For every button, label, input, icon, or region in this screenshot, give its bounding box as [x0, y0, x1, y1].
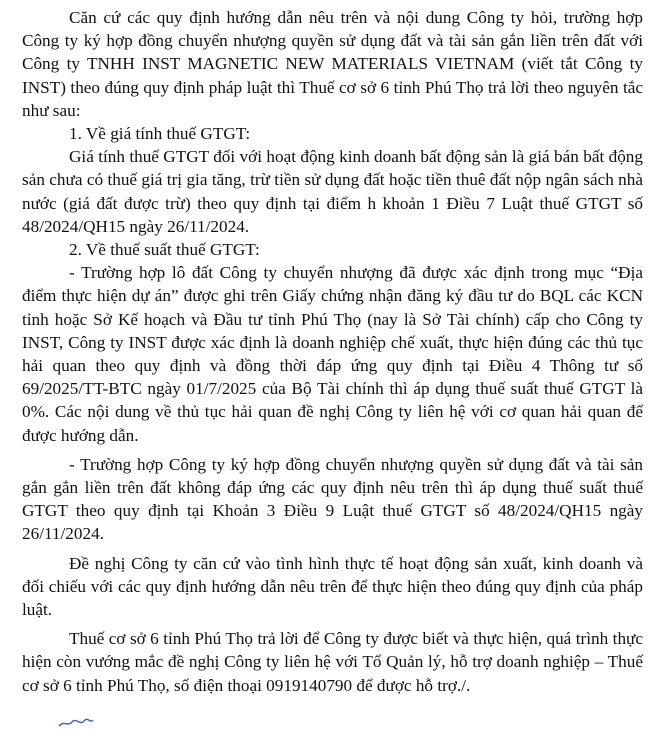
handwritten-mark-icon	[58, 718, 94, 728]
paragraph-vat-rate-zero: - Trường hợp lô đất Công ty chuyển nhượng đã được xác định trong mục “Địa điểm thực hiện dự án” được ghi trên Giấy chứng nhận đăng ký đầu tư do BQL các KCN tỉnh hoặc Sở Kế hoạch và Đầu tư tỉnh Phú Thọ (nay là Sở Tài chính) cấp cho Công ty INST, Công ty INST được xác định là doanh nghiệp chế xuất, thực hiện đúng các thủ tục hải quan theo quy định và đồng thời đáp ứng quy định tại Điều 4 Thông tư số 69/2025/TT-BTC ngày 01/7/2025 của Bộ Tài chính thì áp dụng thuế suất thuế GTGT là 0%. Các nội dung về thủ tục hải quan đề nghị Công ty liên hệ với cơ quan hải quan để được hướng dẫn.	[22, 263, 643, 445]
paragraph-recommendation: Đề nghị Công ty căn cứ vào tình hình thực tế hoạt động sản xuất, kinh doanh và đối chiếu với các quy định hướng dẫn nêu trên để thực hiện theo đúng quy định của pháp luật.	[22, 553, 643, 620]
heading-vat-price: 1. Về giá tính thuế GTGT:	[69, 124, 251, 144]
paragraph-intro: Căn cứ các quy định hướng dẫn nêu trên và nội dung Công ty hỏi, trường hợp Công ty ký hợp đồng chuyển nhượng quyền sử dụng đất và tài sản gắn liền trên đất với Công ty TNHH INST MAGNETIC NEW MATERIALS VIETNAM (viết tắt Công ty INST) theo đúng quy định pháp luật thì Thuế cơ sở 6 tỉnh Phú Thọ trả lời theo nguyên tắc như sau:	[22, 8, 643, 120]
paragraph-vat-price: Giá tính thuế GTGT đối với hoạt động kinh doanh bất động sản là giá bán bất động sản chưa có thuế giá trị gia tăng, trừ tiền sử dụng đất hoặc tiền thuê đất nộp ngân sách nhà nước (giá đất được trừ) theo quy định tại điểm h khoản 1 Điều 7 Luật thuế GTGT số 48/2024/QH15 ngày 26/11/2024.	[22, 147, 643, 236]
heading-vat-rate: 2. Về thuế suất thuế GTGT:	[69, 240, 260, 260]
paragraph-vat-rate-other: - Trường hợp Công ty ký hợp đồng chuyển nhượng quyền sử dụng đất và tài sản gắn gắn liền trên đất không đáp ứng các quy định nêu trên thì áp dụng thuế suất thuế GTGT theo quy định tại Khoản 3 Điều 9 Luật thuế GTGT số 48/2024/QH15 ngày 26/11/2024.	[22, 454, 643, 544]
paragraph-closing: Thuế cơ sở 6 tỉnh Phú Thọ trả lời để Công ty được biết và thực hiện, quá trình thực hiện còn vướng mắc đề nghị Công ty liên hệ với Tổ Quản lý, hỗ trợ doanh nghiệp – Thuế cơ sở 6 tỉnh Phú Thọ, số điện thoại 0919140790 để được hỗ trợ./.	[22, 629, 643, 695]
